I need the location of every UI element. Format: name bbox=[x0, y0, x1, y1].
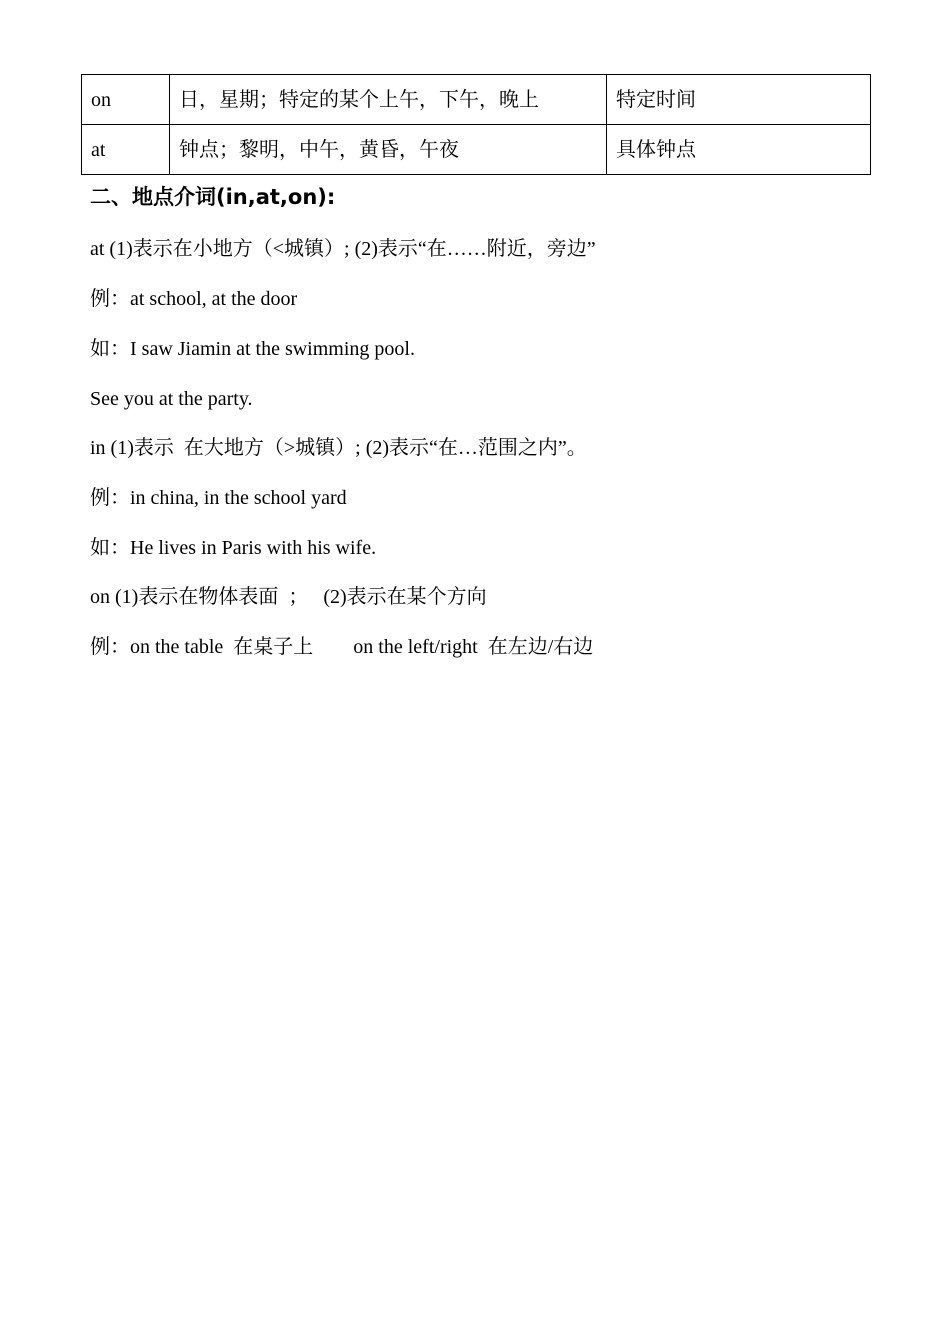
text-line: in (1)表示 在大地方（>城镇）; (2)表示“在…范围之内”。 bbox=[90, 437, 587, 459]
text-line: on (1)表示在物体表面 ； (2)表示在某个方向 bbox=[90, 586, 487, 608]
text-line: 例：in china, in the school yard bbox=[90, 487, 347, 509]
table-row bbox=[82, 75, 871, 125]
table-row bbox=[82, 125, 871, 175]
table-cell-note: 特定时间 bbox=[607, 75, 871, 125]
table-cell-usage: 钟点；黎明，中午，黄昏，午夜 bbox=[170, 125, 607, 175]
text-line: 如：He lives in Paris with his wife. bbox=[90, 537, 377, 559]
text-line: 例：on the table 在桌子上 on the left/right 在左边/右边 bbox=[90, 636, 594, 658]
section-heading: 二、地点介词(in,at,on): bbox=[90, 185, 336, 209]
table-cell-usage: 日，星期；特定的某个上午，下午，晚上 bbox=[170, 75, 607, 125]
time-preposition-table bbox=[81, 74, 871, 175]
table-cell-note: 具体钟点 bbox=[607, 125, 871, 175]
text-line: 如：I saw Jiamin at the swimming pool. bbox=[90, 338, 415, 360]
table-cell-preposition: at bbox=[82, 125, 170, 175]
text-line: See you at the party. bbox=[90, 388, 253, 410]
table-cell-preposition: on bbox=[82, 75, 170, 125]
text-line: at (1)表示在小地方（<城镇）; (2)表示“在……附近，旁边” bbox=[90, 238, 596, 260]
text-line: 例：at school, at the door bbox=[90, 288, 298, 310]
